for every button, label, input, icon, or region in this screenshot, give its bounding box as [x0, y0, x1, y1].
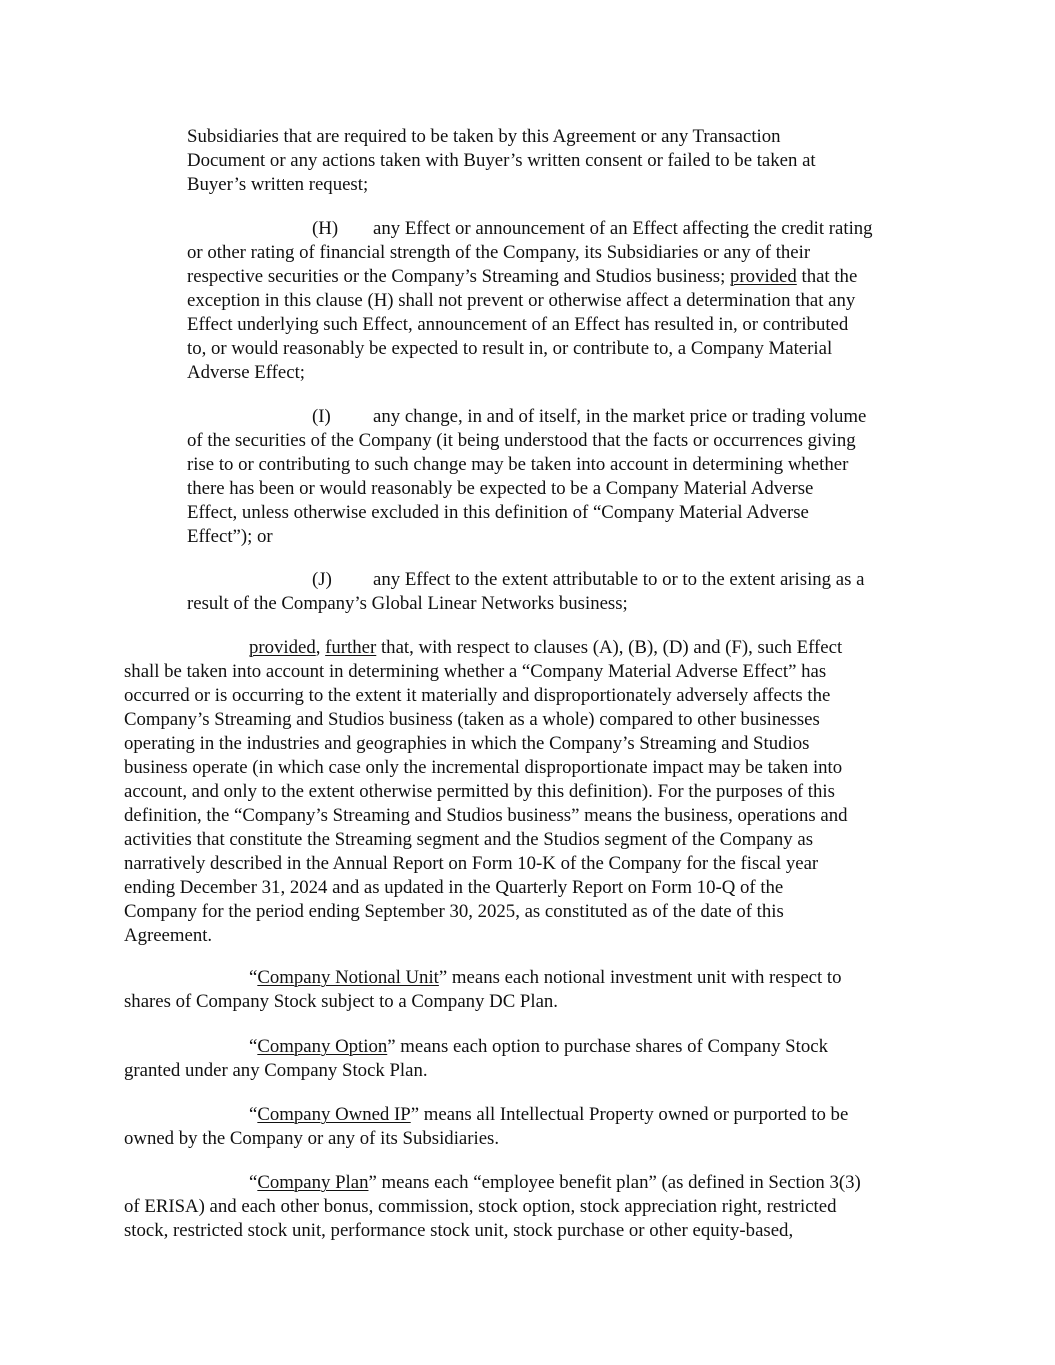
text-line: [124, 966, 932, 990]
definition-company-notional-unit: [124, 966, 932, 1014]
text-line: [124, 1171, 932, 1195]
text-line: account, and only to the extent otherwise permitted by this definition). For the purposes of this: [124, 781, 835, 802]
defined-term: Company Notional Unit: [257, 967, 439, 988]
text-line: granted under any Company Stock Plan.: [124, 1060, 428, 1081]
proviso-paragraph: [124, 636, 932, 948]
text-line: Agreement.: [124, 925, 213, 946]
text-line: Effect underlying such Effect, announcement of an Effect has resulted in, or contributed: [187, 314, 849, 335]
text-line: any Effect to the extent attributable to or to the extent arising as a: [373, 569, 865, 590]
text-line: shall be taken into account in determining whether a “Company Material Adverse Effect” has: [124, 661, 827, 682]
text-line: owned by the Company or any of its Subsidiaries.: [124, 1128, 500, 1149]
text-fragment: respective securities or the Company’s Streaming and Studios business;: [187, 266, 731, 287]
text-line: any change, in and of itself, in the market price or trading volume: [373, 406, 867, 427]
text-line: or other rating of financial strength of the Company, its Subsidiaries or any of their: [187, 242, 811, 263]
text-line: definition, the “Company’s Streaming and Studios business” means the business, operations and: [124, 805, 848, 826]
text-line: occurred or is occurring to the extent it materially and disproportionately adversely affects the: [124, 685, 831, 706]
text-line: [124, 636, 932, 660]
text-line: [124, 1103, 932, 1127]
definition-company-option: [124, 1035, 932, 1083]
text-line: of the securities of the Company (it being understood that the facts or occurrences giving: [187, 430, 856, 451]
text-line: exception in this clause (H) shall not prevent or otherwise affect a determination that any: [187, 290, 856, 311]
text-line: of ERISA) and each other bonus, commission, stock option, stock appreciation right, restricted: [124, 1196, 837, 1217]
open-quote: “: [249, 967, 258, 988]
text-fragment: that, with respect to clauses (A), (B), (D) and (F), such Effect: [376, 637, 843, 658]
text-line: to, or would reasonably be expected to result in, or contribute to, a Company Material: [187, 338, 833, 359]
text-line: operating in the industries and geographies in which the Company’s Streaming and Studios: [124, 733, 810, 754]
text-line: Adverse Effect;: [187, 362, 306, 383]
text-line: Document or any actions taken with Buyer’s written consent or failed to be taken at: [187, 150, 816, 171]
defined-term: Company Plan: [257, 1172, 369, 1193]
text-line: Buyer’s written request;: [187, 174, 369, 195]
clause-label: (J): [312, 569, 332, 590]
open-quote: “: [249, 1104, 258, 1125]
text-fragment: ” means all Intellectual Property owned or purported to be: [410, 1104, 849, 1125]
text-line: Effect, unless otherwise excluded in this definition of “Company Material Adverse: [187, 502, 809, 523]
text-line: any Effect or announcement of an Effect affecting the credit rating: [373, 218, 873, 239]
clause-j: [187, 568, 932, 616]
open-quote: “: [249, 1036, 258, 1057]
text-line: there has been or would reasonably be expected to be a Company Material Adverse: [187, 478, 814, 499]
text-line: stock, restricted stock unit, performance stock unit, stock purchase or other equity-based,: [124, 1220, 794, 1241]
text-line: Effect”); or: [187, 526, 273, 547]
text-line: rise to or contributing to such change may be taken into account in determining whether: [187, 454, 849, 475]
text-line: narratively described in the Annual Report on Form 10-K of the Company for the fiscal year: [124, 853, 819, 874]
text-line: business operate (in which case only the incremental disproportionate impact may be taken into: [124, 757, 843, 778]
defined-term: Company Owned IP: [257, 1104, 411, 1125]
text-fragment: ,: [315, 637, 326, 658]
text-line: [124, 1035, 932, 1059]
clause-i: [187, 405, 932, 549]
text-fragment: ” means each “employee benefit plan” (as defined in Section 3(3): [368, 1172, 861, 1193]
text-fragment: that the: [796, 266, 858, 287]
underlined-term: provided: [730, 266, 797, 287]
text-fragment: ” means each option to purchase shares of Company Stock: [387, 1036, 828, 1057]
defined-term: Company Option: [257, 1036, 388, 1057]
definition-company-owned-ip: [124, 1103, 932, 1151]
text-line: result of the Company’s Global Linear Networks business;: [187, 593, 628, 614]
paragraph-continuation: [187, 125, 932, 197]
text-line: ending December 31, 2024 and as updated in the Quarterly Report on Form 10-Q of the: [124, 877, 784, 898]
text-line: Company for the period ending September 30, 2025, as constituted as of the date of this: [124, 901, 784, 922]
clause-label: (I): [312, 406, 331, 427]
definition-company-plan: [124, 1171, 932, 1243]
underlined-term: further: [325, 637, 377, 658]
clause-h: [187, 217, 932, 385]
text-line: shares of Company Stock subject to a Company DC Plan.: [124, 991, 559, 1012]
underlined-term: provided: [249, 637, 316, 658]
text-line: Subsidiaries that are required to be taken by this Agreement or any Transaction: [187, 126, 781, 147]
text-fragment: ” means each notional investment unit with respect to: [438, 967, 842, 988]
clause-first-line: [187, 568, 932, 592]
clause-first-line: [187, 217, 932, 241]
clause-first-line: [187, 405, 932, 429]
text-line: Company’s Streaming and Studios business (taken as a whole) compared to other businesses: [124, 709, 820, 730]
text-line: activities that constitute the Streaming segment and the Studios segment of the Company as: [124, 829, 814, 850]
text-line: [187, 265, 932, 289]
clause-label: (H): [312, 218, 339, 239]
open-quote: “: [249, 1172, 258, 1193]
